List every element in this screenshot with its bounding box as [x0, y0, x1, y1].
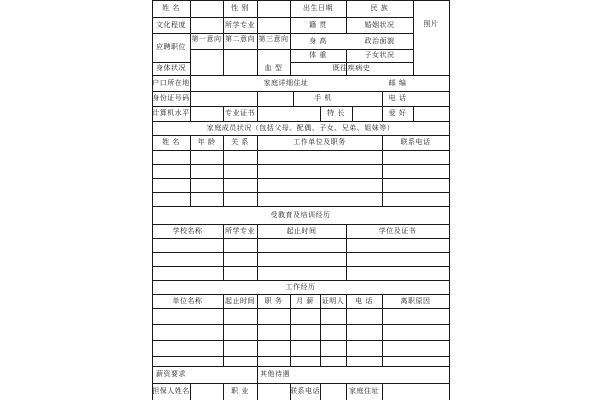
table-border-line — [152, 164, 449, 165]
work-header-salary: 月 薪 — [296, 296, 314, 305]
choice-2-label: 第二意向 — [225, 34, 255, 43]
marital-status-label: 婚姻状况 — [364, 20, 395, 29]
mobile-label: 手 机 — [314, 94, 332, 102]
table-border-line — [152, 366, 449, 367]
telephone-label: 电 话 — [388, 94, 407, 102]
hukou-location-label: 户口所在地 — [152, 78, 190, 87]
specialty-label: 特 长 — [327, 109, 345, 117]
table-border-line — [152, 238, 449, 239]
table-border-line — [382, 383, 383, 400]
family-section-title: 家庭成员状况（包括父母、配偶、子女、兄弟、姐妹等） — [206, 123, 395, 132]
education-header-major: 所学专业 — [225, 226, 255, 235]
work-header-title: 职 务 — [264, 296, 283, 305]
table-border-line — [449, 280, 450, 366]
work-header-phone: 电 话 — [355, 296, 373, 305]
home-address-detail-label: 家庭详细住址 — [263, 78, 309, 87]
political-status-label: 政治面貌 — [364, 36, 395, 45]
table-border-line — [152, 324, 449, 325]
table-border-line — [152, 150, 449, 151]
table-border-line — [449, 366, 450, 400]
height-label: 身 高 — [309, 36, 327, 45]
table-border-line — [449, 206, 450, 280]
education-section-title: 受教育及培训经历 — [270, 210, 331, 219]
blood-type-label: 血 型 — [264, 64, 283, 72]
choice-1-label: 第一意向 — [191, 34, 222, 43]
table-border-line — [152, 178, 449, 179]
home-address-label: 家庭住址 — [349, 387, 379, 395]
table-border-line — [152, 266, 449, 267]
education-header-period: 起止时间 — [286, 226, 317, 235]
table-border-line — [190, 0, 191, 121]
table-border-line — [449, 121, 450, 206]
table-border-line — [152, 356, 449, 357]
medical-history-label: 既往疾病史 — [332, 64, 371, 72]
table-border-line — [190, 383, 191, 400]
table-border-line — [352, 106, 353, 121]
choice-3-label: 第三意向 — [258, 34, 289, 43]
postal-code-label: 邮 编 — [388, 78, 407, 87]
table-border-line — [152, 308, 449, 309]
work-header-period: 起止时间 — [225, 296, 255, 305]
gender-label: 性 别 — [231, 4, 249, 12]
major-label: 所学专业 — [225, 20, 255, 29]
table-border-line — [152, 340, 449, 341]
id-number-label: 身份证号码 — [152, 94, 190, 102]
contact-phone-label: 联系电话 — [290, 387, 320, 395]
ethnicity-label: 民 族 — [370, 4, 389, 12]
education-header-degree: 学位及证书 — [378, 226, 417, 235]
hobbies-label: 爱 好 — [388, 109, 407, 117]
photo-box: 照片 — [423, 19, 439, 28]
family-header-name: 姓 名 — [162, 138, 180, 146]
guarantor-name-label: 担保人姓名 — [152, 387, 190, 395]
occupation-label: 职 业 — [231, 387, 249, 395]
native-place-label: 籍 贯 — [309, 20, 327, 29]
salary-expectation-label: 薪资要求 — [156, 370, 186, 378]
birth-date-label: 出生日期 — [303, 4, 333, 12]
table-border-line — [257, 91, 258, 106]
table-border-line — [152, 252, 449, 253]
name-label: 姓 名 — [162, 4, 180, 12]
work-header-company: 单位名称 — [172, 296, 203, 305]
education-label: 文化程度 — [156, 20, 186, 29]
table-border-line — [449, 0, 450, 121]
position-applied-label: 应聘职位 — [156, 43, 186, 51]
health-status-label: 身体状况 — [156, 64, 186, 72]
work-section-title: 工作经历 — [285, 282, 316, 291]
work-header-reference: 证明人 — [321, 296, 345, 305]
family-header-age: 年 龄 — [197, 138, 216, 146]
work-header-leave-reason: 离职原因 — [400, 296, 431, 305]
computer-level-label: 计算机水平 — [152, 109, 190, 117]
children-status-label: 子女状况 — [364, 51, 395, 59]
family-header-workplace: 工作单位及职务 — [293, 138, 346, 146]
professional-certificate-label: 专业证书 — [225, 109, 255, 117]
other-benefits-label: 其他待遇 — [260, 370, 290, 378]
family-header-relation: 关 系 — [231, 138, 249, 146]
table-border-line — [152, 192, 449, 193]
table-border-line — [320, 383, 321, 400]
weight-label: 体 重 — [309, 51, 327, 59]
table-border-line — [257, 106, 258, 121]
table-border-line — [413, 106, 414, 121]
education-header-school: 学校名称 — [172, 226, 203, 235]
family-header-phone: 联系电话 — [400, 138, 431, 146]
